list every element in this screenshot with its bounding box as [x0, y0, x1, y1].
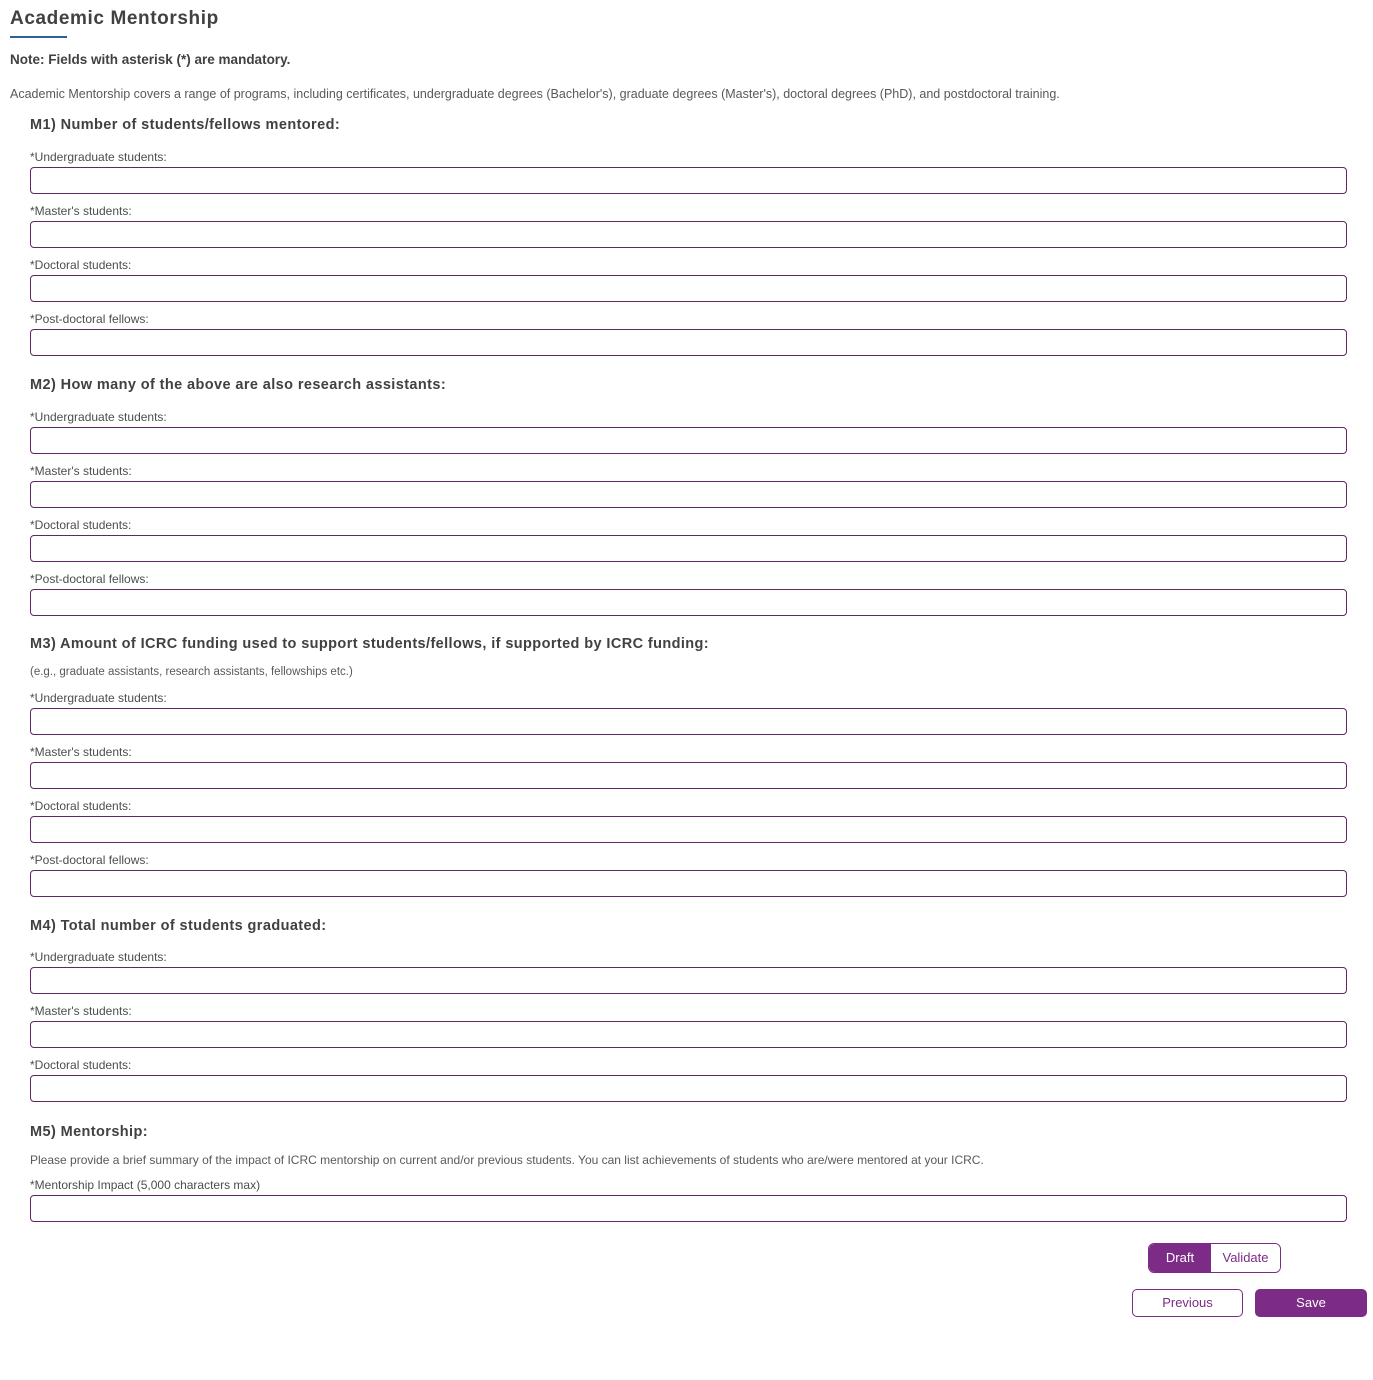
draft-button[interactable]: Draft: [1149, 1244, 1211, 1272]
section-m2: [0, 378, 1373, 616]
field-label: *Doctoral students:: [30, 258, 132, 272]
field-m4-undergraduate: [30, 951, 1373, 994]
field-m5-mentorship-impact: [30, 1179, 1373, 1222]
page-description: Academic Mentorship covers a range of programs, including certificates, undergraduate degrees (Bachelor's), graduate degrees (Master's), doctoral degrees (PhD), and postdoctoral training.: [10, 87, 1060, 101]
field-label: *Undergraduate students:: [30, 150, 167, 164]
m2-undergraduate-input[interactable]: [30, 427, 1347, 454]
field-label: *Master's students:: [30, 1004, 132, 1018]
m3-postdoc-input[interactable]: [30, 870, 1347, 897]
field-m1-doctoral: [30, 259, 1373, 302]
m4-masters-input[interactable]: [30, 1021, 1347, 1048]
section-m2-heading: M2) How many of the above are also research assistants:: [30, 377, 447, 393]
m4-doctoral-input[interactable]: [30, 1075, 1347, 1102]
section-m5: [0, 1125, 1373, 1222]
section-m4: [0, 919, 1373, 1102]
m2-postdoc-input[interactable]: [30, 589, 1347, 616]
m1-postdoc-input[interactable]: [30, 329, 1347, 356]
field-label: *Undergraduate students:: [30, 410, 167, 424]
section-m3-heading: M3) Amount of ICRC funding used to support students/fellows, if supported by ICRC funding:: [30, 636, 710, 652]
section-m5-description: Please provide a brief summary of the impact of ICRC mentorship on current and/or previous students. You can list achievements of students who are/were mentored at your ICRC.: [30, 1153, 984, 1167]
academic-mentorship-form: [0, 9, 1373, 1380]
section-m5-fields: [0, 1179, 1373, 1222]
field-label: *Mentorship Impact (5,000 characters max): [30, 1177, 261, 1192]
field-m2-doctoral: [30, 519, 1373, 562]
field-label: *Undergraduate students:: [30, 691, 167, 705]
section-m3-hint: (e.g., graduate assistants, research assistants, fellowships etc.): [30, 666, 353, 678]
field-m3-postdoc: [30, 854, 1373, 897]
field-label: *Doctoral students:: [30, 799, 132, 813]
field-m4-doctoral: [30, 1059, 1373, 1102]
field-m1-masters: [30, 205, 1373, 248]
section-m5-heading: M5) Mentorship:: [30, 1124, 148, 1140]
field-label: *Doctoral students:: [30, 1058, 132, 1072]
field-m2-masters: [30, 465, 1373, 508]
m4-undergraduate-input[interactable]: [30, 967, 1347, 994]
field-label: *Post-doctoral fellows:: [30, 312, 149, 326]
m3-masters-input[interactable]: [30, 762, 1347, 789]
mandatory-fields-note: Note: Fields with asterisk (*) are mandatory.: [10, 52, 291, 67]
m3-doctoral-input[interactable]: [30, 816, 1347, 843]
page-title: Academic Mentorship: [10, 8, 219, 29]
section-m3: [0, 637, 1373, 897]
previous-button[interactable]: Previous: [1132, 1289, 1243, 1317]
field-label: *Post-doctoral fellows:: [30, 853, 149, 867]
section-m3-fields: [0, 692, 1373, 897]
section-m1-fields: [0, 151, 1373, 356]
section-m4-heading: M4) Total number of students graduated:: [30, 918, 327, 934]
section-m4-fields: [0, 951, 1373, 1102]
title-underline: [10, 36, 67, 38]
section-m1: [0, 118, 1373, 356]
field-m1-undergraduate: [30, 151, 1373, 194]
field-label: *Undergraduate students:: [30, 950, 167, 964]
field-m4-masters: [30, 1005, 1373, 1048]
m3-undergraduate-input[interactable]: [30, 708, 1347, 735]
m2-doctoral-input[interactable]: [30, 535, 1347, 562]
field-m1-postdoc: [30, 313, 1373, 356]
field-m3-masters: [30, 746, 1373, 789]
m1-undergraduate-input[interactable]: [30, 167, 1347, 194]
field-m3-undergraduate: [30, 692, 1373, 735]
save-button[interactable]: Save: [1255, 1289, 1367, 1317]
field-label: *Master's students:: [30, 204, 132, 218]
field-m2-undergraduate: [30, 411, 1373, 454]
field-m3-doctoral: [30, 800, 1373, 843]
m2-masters-input[interactable]: [30, 481, 1347, 508]
form-nav-row: [0, 1289, 1373, 1330]
field-label: *Doctoral students:: [30, 518, 132, 532]
m1-masters-input[interactable]: [30, 221, 1347, 248]
section-m2-fields: [0, 411, 1373, 616]
validate-button[interactable]: Validate: [1211, 1244, 1280, 1272]
section-m1-heading: M1) Number of students/fellows mentored:: [30, 117, 341, 133]
m5-mentorship-impact-input[interactable]: [30, 1195, 1347, 1222]
mode-toggle-row: [0, 1243, 1373, 1273]
field-label: *Post-doctoral fellows:: [30, 572, 149, 586]
field-label: *Master's students:: [30, 745, 132, 759]
field-m2-postdoc: [30, 573, 1373, 616]
field-label: *Master's students:: [30, 464, 132, 478]
draft-validate-toggle: [1148, 1243, 1281, 1273]
m1-doctoral-input[interactable]: [30, 275, 1347, 302]
